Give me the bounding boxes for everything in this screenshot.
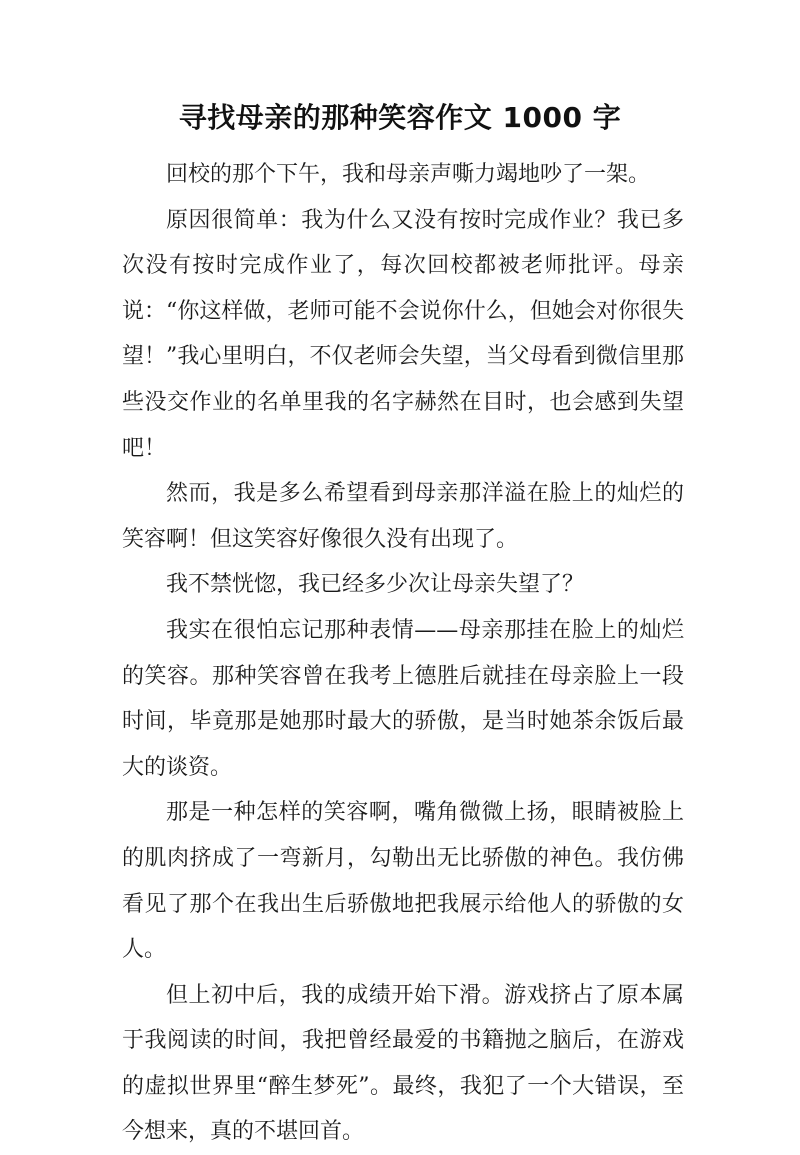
essay-title: 寻找母亲的那种笑容作文 1000 字: [178, 101, 622, 134]
paragraph-6: 那是一种怎样的笑容啊，嘴角微微上扬，眼睛被脸上的肌肉挤成了一弯新月，勾勒出无比骄傲的神色。我仿佛看见了那个在我出生后骄傲地把我展示给他人的骄傲的女人。: [122, 800, 684, 963]
paragraph-4: 我不禁恍惚，我已经多少次让母亲失望了？: [166, 572, 585, 598]
essay-body: [122, 152, 684, 1155]
paragraph-2: 原因很简单：我为什么又没有按时完成作业？我已多次没有按时完成作业了，每次回校都被老师批评。母亲说：“你这样做，老师可能不会说你什么，但她会对你很失望！”我心里明白，不仅老师会失望，当父母看到微信里那些没交作业的名单里我的名字赫然在目时，也会感到失望吧！: [122, 207, 684, 461]
paragraph-5: 我实在很怕忘记那种表情——母亲那挂在脸上的灿烂的笑容。那种笑容曾在我考上德胜后就挂在母亲脸上一段时间，毕竟那是她那时最大的骄傲，是当时她茶余饭后最大的谈资。: [122, 617, 684, 780]
paragraph-1: 回校的那个下午，我和母亲声嘶力竭地吵了一架。: [166, 162, 651, 187]
paragraph-7: 但上初中后，我的成绩开始下滑。游戏挤占了原本属于我阅读的时间，我把曾经最爱的书籍抛之脑后，在游戏的虚拟世界里“醉生梦死”。最终，我犯了一个大错误，至今想来，真的不堪回首。: [122, 982, 684, 1145]
paragraph-3: 然而，我是多么希望看到母亲那洋溢在脸上的灿烂的笑容啊！但这笑容好像很久没有出现了。: [122, 481, 684, 552]
